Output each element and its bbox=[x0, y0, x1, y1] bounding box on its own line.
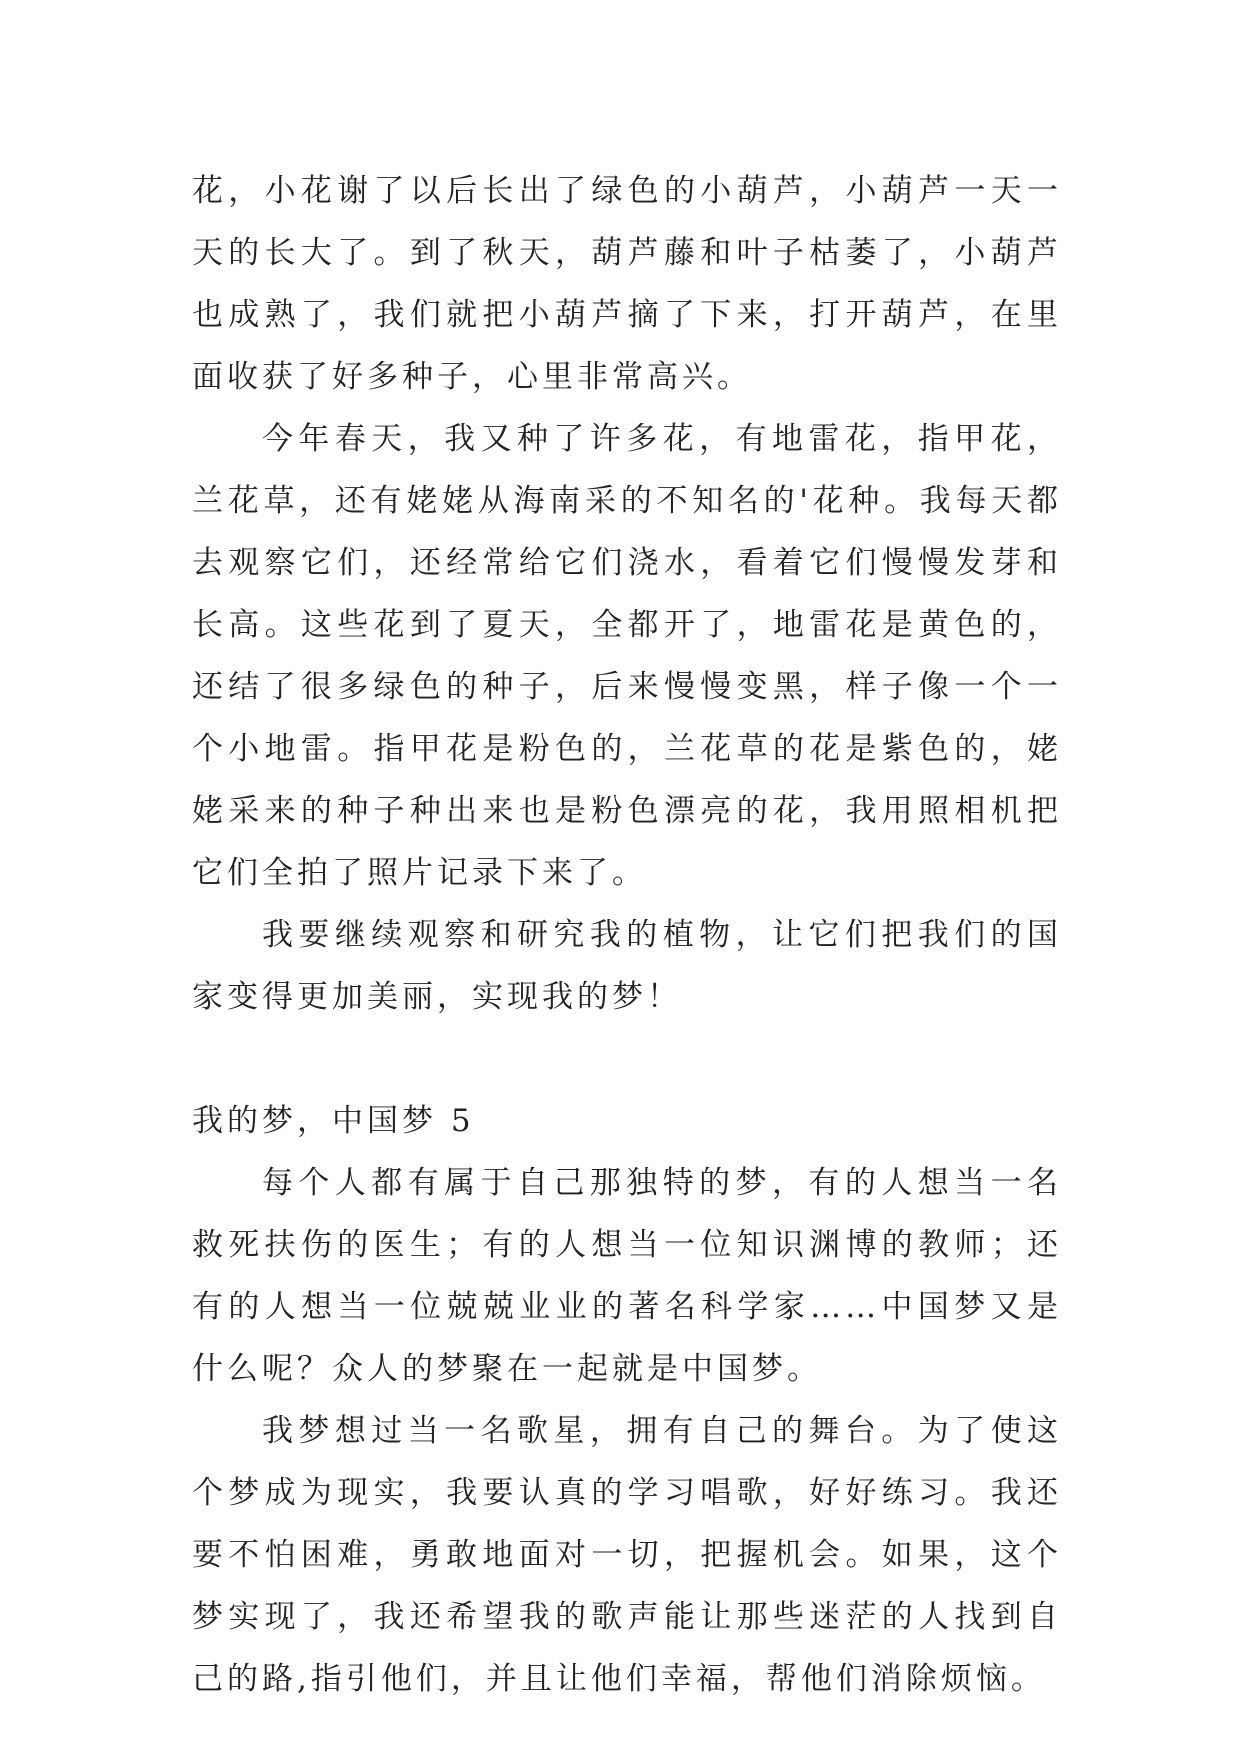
paragraph-singer-dream: 我梦想过当一名歌星，拥有自己的舞台。为了使这个梦成为现实，我要认真的学习唱歌，好好练习。我还要不怕困难，勇敢地面对一切，把握机会。如果，这个梦实现了，我还希望我的歌声能让那些迷茫的人找到自己的路,指引他们，并且让他们幸福，帮他们消除烦恼。 bbox=[192, 1413, 1062, 1697]
paragraph-spring-flowers: 今年春天，我又种了许多花，有地雷花，指甲花，兰花草，还有姥姥从海南采的不知名的'花种。我每天都去观察它们，还经常给它们浇水，看着它们慢慢发芽和长高。这些花到了夏天，全都开了，地雷花是黄色的，还结了很多绿色的种子，后来慢慢变黑，样子像一个一个小地雷。指甲花是粉色的，兰花草的花是紫色的，姥姥采来的种子种出来也是粉色漂亮的花，我用照相机把它们全拍了照片记录下来了。 bbox=[192, 421, 1062, 891]
paragraph-continued: 花，小花谢了以后长出了绿色的小葫芦，小葫芦一天一天的长大了。到了秋天，葫芦藤和叶子枯萎了，小葫芦也成熟了，我们就把小葫芦摘了下来，打开葫芦，在里面收获了好多种子，心里非常高兴。 bbox=[192, 173, 1062, 395]
section-title: 我的梦，中国梦 5 bbox=[192, 1103, 475, 1139]
paragraph-everyone-dream: 每个人都有属于自己那独特的梦，有的人想当一名救死扶伤的医生；有的人想当一位知识渊博的教师；还有的人想当一位兢兢业业的著名科学家……中国梦又是什么呢？众人的梦聚在一起就是中国梦。 bbox=[192, 1165, 1062, 1387]
paragraph-continue-observing: 我要继续观察和研究我的植物，让它们把我们的国家变得更加美丽，实现我的梦！ bbox=[192, 917, 1062, 1015]
section-spacer bbox=[192, 1028, 1062, 1090]
document-body bbox=[192, 160, 1062, 1710]
